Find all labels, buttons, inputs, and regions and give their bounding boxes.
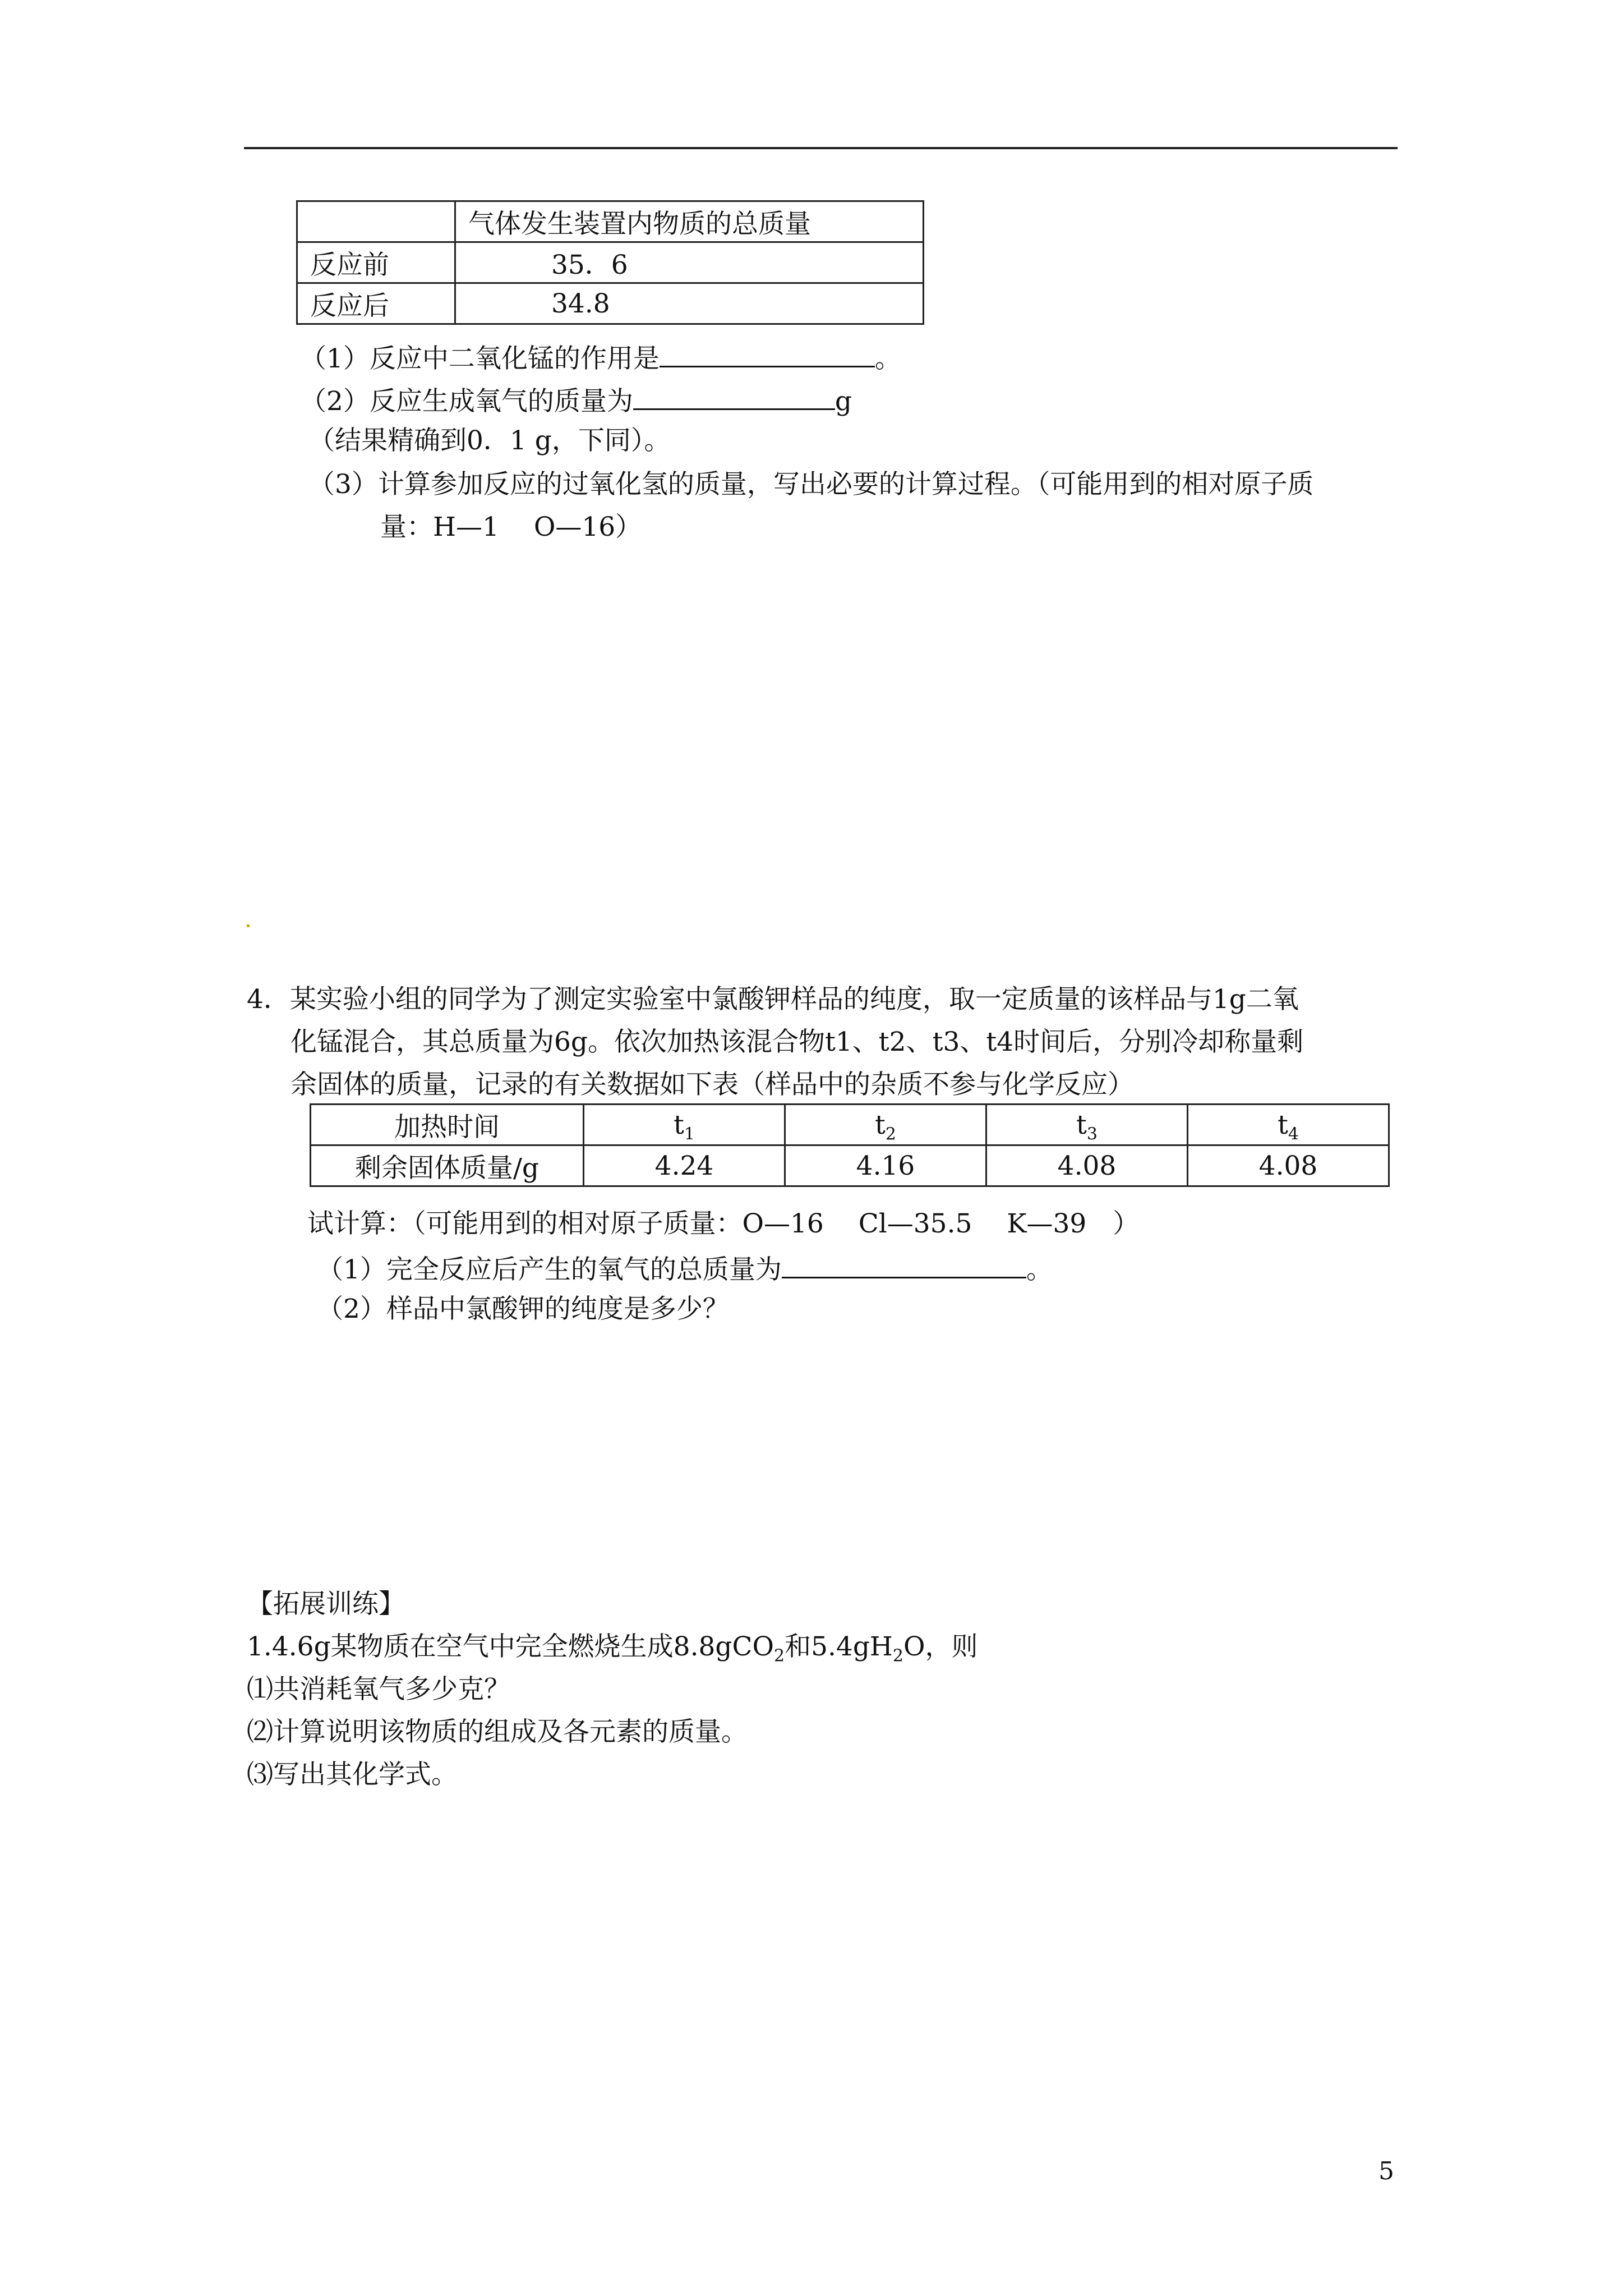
time-t2: $t_2$ — [785, 1105, 986, 1145]
q3-sub2-note: （结果精确到0．1 g，下同）。 — [308, 425, 671, 456]
q3-sub1-text: （1）反应中二氧化锰的作用是 — [300, 343, 660, 374]
table-header-total-mass: 气体发生装置内物质的总质量 — [455, 201, 924, 242]
extension-part3: ⑶写出其化学式。 — [247, 1759, 458, 1790]
table-row — [311, 1105, 1389, 1145]
extension-q1: 1.4.6g某物质在空气中完全燃烧生成8.8gCO$_2$和$5.4gH_2O$，则 — [247, 1631, 978, 1666]
table-cell-empty — [297, 201, 455, 242]
mass-t1: 4.24 — [584, 1145, 785, 1186]
extension-heading: 【拓展训练】 — [247, 1589, 405, 1619]
mass-t2: 4.16 — [785, 1145, 986, 1186]
value-after: 34.8 — [455, 283, 924, 324]
stray-mark — [247, 924, 250, 927]
mass-table-1 — [296, 200, 924, 325]
q3-sub2-text: （2）反应生成氧气的质量为 — [300, 386, 633, 417]
answer-blank-total-oxygen[interactable] — [782, 1250, 1026, 1278]
q3-sub3-line1: （3）计算参加反应的过氧化氢的质量，写出必要的计算过程。（可能用到的相对原子质 — [308, 469, 1314, 500]
table-row — [297, 201, 924, 242]
mass-t3: 4.08 — [986, 1145, 1188, 1186]
header-rule — [244, 147, 1398, 149]
q4-sub1-end: 。 — [1026, 1254, 1053, 1285]
q3-sub1-end: 。 — [874, 343, 901, 374]
q3-sub1 — [300, 339, 901, 376]
table-row — [297, 242, 924, 283]
answer-blank-oxygen-mass[interactable] — [633, 381, 835, 410]
time-t4: $t_4$ — [1188, 1105, 1389, 1145]
time-t3: $t_3$ — [986, 1105, 1188, 1145]
time-t1: $t_1$ — [584, 1105, 785, 1145]
q4-atomic-masses: 试计算：（可能用到的相对原子质量：O—16 Cl—35.5 K—39 ） — [307, 1208, 1140, 1239]
answer-blank-mno2-role[interactable] — [660, 339, 875, 367]
page-number: 5 — [1378, 2157, 1394, 2185]
q3-sub2 — [300, 381, 852, 418]
extension-part2: ⑵计算说明该物质的组成及各元素的质量。 — [247, 1717, 748, 1747]
row-label-remaining-mass: 剩余固体质量/g — [311, 1145, 584, 1186]
table-row — [297, 283, 924, 324]
q4-sub1-text: （1）完全反应后产生的氧气的总质量为 — [317, 1254, 782, 1285]
q4-line2: 化锰混合，其总质量为6g。依次加热该混合物t1、t2、t3、t4时间后，分别冷却称量剩 — [291, 1027, 1304, 1057]
q4-sub2: （2）样品中氯酸钾的纯度是多少？ — [317, 1294, 729, 1324]
extension-part1: ⑴共消耗氧气多少克？ — [247, 1674, 510, 1705]
row-label-heating-time: 加热时间 — [311, 1105, 584, 1145]
value-before: 35．6 — [455, 242, 924, 283]
table-row — [311, 1145, 1389, 1186]
row-label-after: 反应后 — [297, 283, 455, 324]
q4-sub1 — [317, 1250, 1053, 1287]
q4-line1: 4．某实验小组的同学为了测定实验室中氯酸钾样品的纯度，取一定质量的该样品与1g二氧 — [247, 984, 1299, 1015]
q4-line3: 余固体的质量，记录的有关数据如下表（样品中的杂质不参与化学反应） — [291, 1069, 1134, 1100]
q3-sub2-unit: g — [834, 386, 852, 417]
mass-t4: 4.08 — [1188, 1145, 1389, 1186]
q3-sub3-line2: 量：H—1 O—16） — [380, 512, 642, 542]
row-label-before: 反应前 — [297, 242, 455, 283]
heating-data-table — [310, 1103, 1390, 1187]
